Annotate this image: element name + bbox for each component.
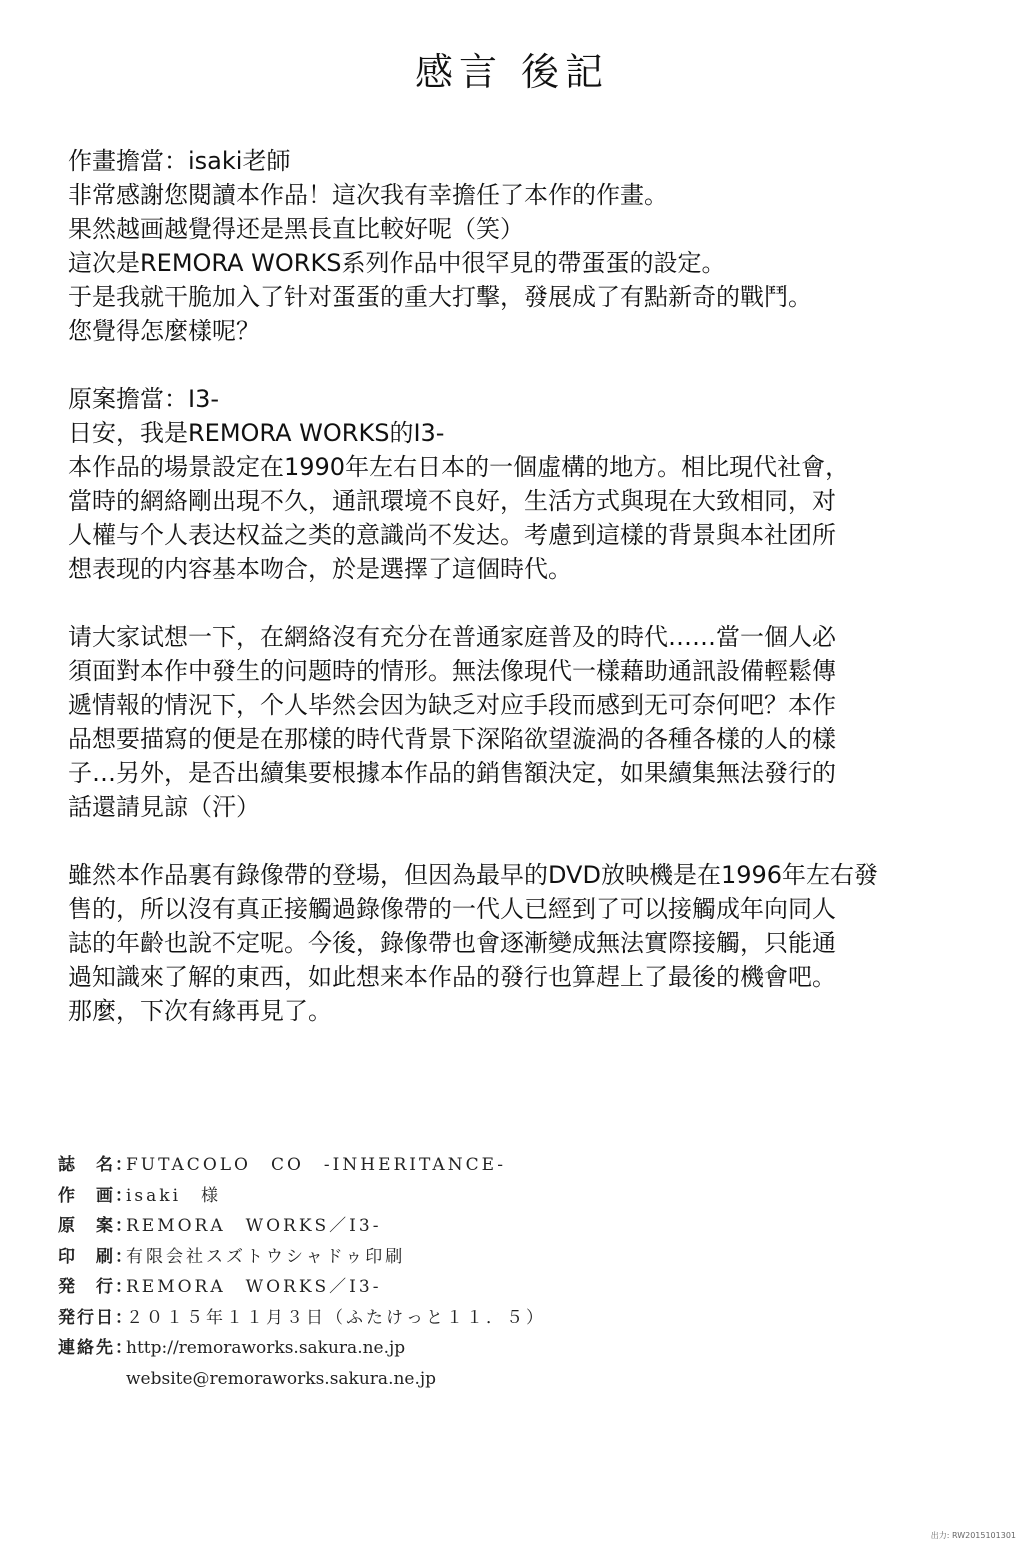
colophon-row-art — [58, 1181, 758, 1212]
text-line: 日安，我是REMORA WORKS的I3- — [68, 419, 445, 447]
text-line: 非常感謝您閱讀本作品！這次我有幸擔任了本作的作畫。 — [68, 181, 668, 209]
section-setting — [68, 620, 968, 824]
text-line: 果然越画越覺得还是黑長直比較好呢（笑） — [68, 215, 524, 243]
colophon-value: REMORA WORKS／I3- — [126, 1277, 382, 1297]
colophon-value: isaki 様 — [126, 1185, 222, 1206]
text-line: 子…另外，是否出續集要根據本作品的銷售額決定，如果續集無法發行的 — [68, 759, 836, 787]
print-stamp: 出力: RW2015101301 — [930, 1531, 1016, 1540]
section-writer — [68, 382, 968, 586]
paragraph-gap — [68, 586, 968, 620]
text-line: 這次是REMORA WORKS系列作品中很罕見的帶蛋蛋的設定。 — [68, 249, 726, 277]
contact-email-link[interactable]: website@remoraworks.sakura.ne.jp — [126, 1368, 437, 1389]
section-artist — [68, 144, 968, 348]
text-line: 遞情報的情況下，个人毕然会因为缺乏对应手段而感到无可奈何吧？本作 — [68, 691, 836, 719]
colophon-row-email — [58, 1364, 758, 1395]
text-line: 雖然本作品裏有錄像帶的登場，但因為最早的DVD放映機是在1996年左右發 — [68, 861, 879, 889]
colophon-label: 連絡先： — [58, 1338, 134, 1358]
colophon-row-printing — [58, 1242, 758, 1273]
colophon-value: 有限会社スズトウシャドゥ印刷 — [126, 1246, 406, 1267]
colophon-value: FUTACOLO CO -INHERITANCE- — [126, 1155, 507, 1175]
colophon-label: 誌 名： — [58, 1155, 134, 1175]
page-title: 感言 後記 — [414, 50, 610, 94]
text-line: 请大家试想一下，在網絡沒有充分在普通家庭普及的時代……當一個人必 — [68, 623, 836, 651]
colophon-label: 作 画： — [58, 1185, 134, 1206]
text-line: 作畫擔當：isaki老師 — [68, 147, 291, 175]
text-line: 本作品的場景設定在1990年左右日本的一個虛構的地方。相比現代社會， — [68, 453, 850, 481]
section-closing — [68, 858, 968, 1028]
text-line: 話還請見諒（汗） — [68, 793, 260, 821]
colophon — [58, 1150, 758, 1394]
colophon-row-original — [58, 1211, 758, 1242]
contact-url-link[interactable]: http://remoraworks.sakura.ne.jp — [126, 1338, 406, 1358]
text-line: 品想要描寫的便是在那樣的時代背景下深陷欲望漩渦的各種各樣的人的樣 — [68, 725, 836, 753]
text-line: 于是我就干脆加入了针对蛋蛋的重大打擊，發展成了有點新奇的戰鬥。 — [68, 283, 812, 311]
colophon-row-magazine — [58, 1150, 758, 1181]
colophon-value: REMORA WORKS／I3- — [126, 1216, 382, 1236]
text-line: 原案擔當：I3- — [68, 385, 220, 413]
colophon-label: 印 刷： — [58, 1246, 134, 1267]
text-line: 須面對本作中發生的问题時的情形。無法像現代一樣藉助通訊設備輕鬆傳 — [68, 657, 836, 685]
colophon-value: ２０１５年１１月３日（ふたけっと１１．５） — [126, 1307, 546, 1328]
colophon-row-publisher — [58, 1272, 758, 1303]
paragraph-gap — [68, 824, 968, 858]
text-line: 售的，所以沒有真正接觸過錄像帶的一代人已經到了可以接觸成年向同人 — [68, 895, 836, 923]
text-line: 那麼，下次有緣再見了。 — [68, 997, 332, 1025]
text-line: 想表现的内容基本吻合，於是選擇了這個時代。 — [68, 555, 572, 583]
text-line: 誌的年齡也說不定呢。今後，錄像帶也會逐漸變成無法實際接觸，只能通 — [68, 929, 836, 957]
afterword-body — [68, 144, 968, 1028]
text-line: 您覺得怎麼樣呢？ — [68, 317, 260, 345]
paragraph-gap — [68, 348, 968, 382]
text-line: 當時的網絡剛出現不久，通訊環境不良好，生活方式與現在大致相同，对 — [68, 487, 836, 515]
text-line: 人權与个人表达权益之类的意識尚不发达。考慮到這樣的背景與本社团所 — [68, 521, 836, 549]
colophon-row-contact — [58, 1333, 758, 1364]
colophon-label: 発行日： — [58, 1307, 134, 1328]
colophon-label: 発 行： — [58, 1277, 134, 1297]
text-line: 過知識來了解的東西，如此想来本作品的發行也算趕上了最後的機會吧。 — [68, 963, 836, 991]
colophon-label: 原 案： — [58, 1216, 134, 1236]
colophon-row-date — [58, 1303, 758, 1334]
